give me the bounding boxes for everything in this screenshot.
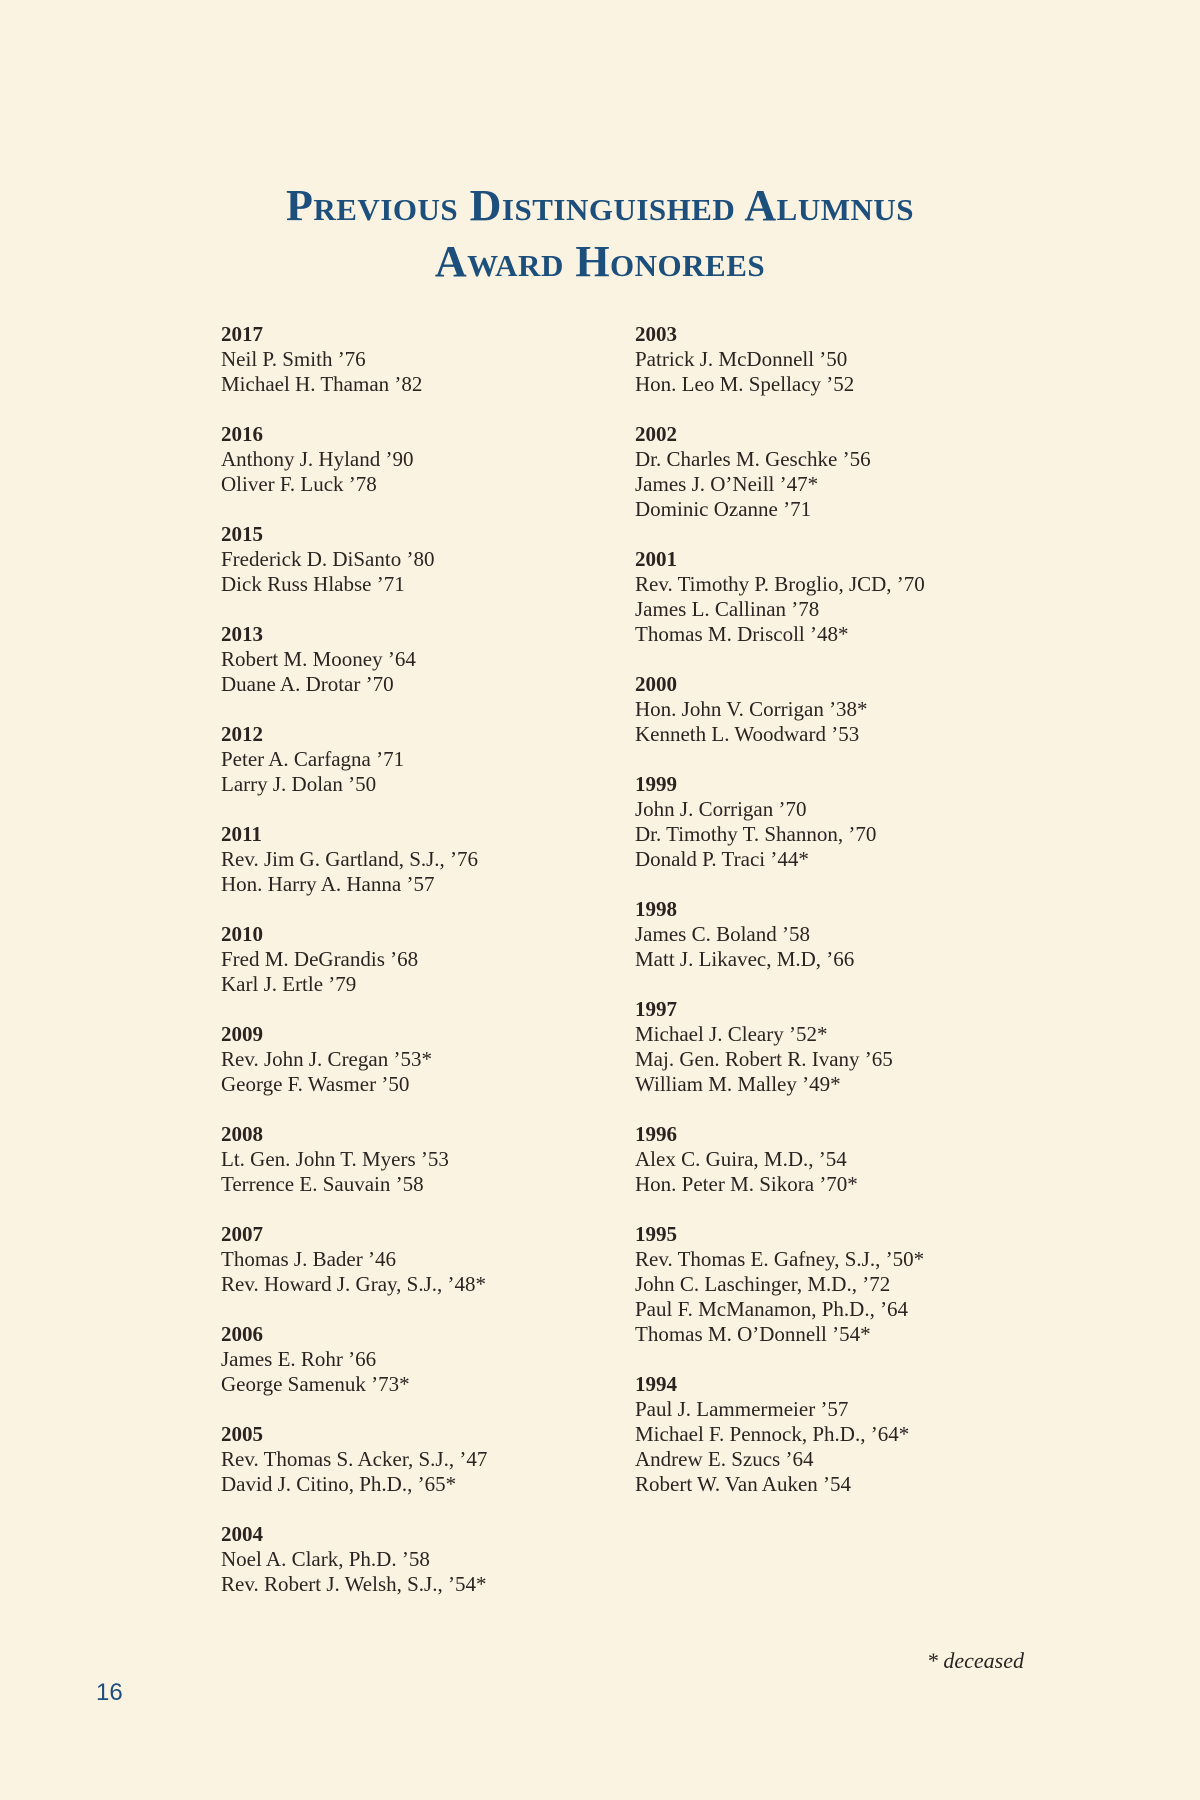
honoree-name: William M. Malley ’49* [635,1072,841,1096]
deceased-footnote: * deceased [926,1648,1024,1673]
honoree-name: Dick Russ Hlabse ’71 [221,572,405,596]
award-year: 1997 [635,997,677,1021]
honoree-name: Robert W. Van Auken ’54 [635,1472,852,1496]
honoree-name: Thomas M. O’Donnell ’54* [635,1322,871,1346]
honoree-year-group [635,997,1035,1097]
award-year: 2010 [221,922,263,946]
honoree-name: Hon. Harry A. Hanna ’57 [221,872,435,896]
honoree-year-group [221,622,621,697]
award-year: 2013 [221,622,263,646]
honoree-name: Terrence E. Sauvain ’58 [221,1172,424,1196]
award-year: 2003 [635,322,677,346]
honoree-name: Karl J. Ertle ’79 [221,972,357,996]
honoree-name: Michael J. Cleary ’52* [635,1022,828,1046]
award-year: 2004 [221,1522,263,1546]
honoree-name: John J. Corrigan ’70 [635,797,807,821]
page-number: 16 [96,1679,123,1706]
award-year: 2009 [221,1022,263,1046]
honoree-year-group [221,822,621,897]
honoree-name: Matt J. Likavec, M.D, ’66 [635,947,855,971]
honoree-year-group [221,1322,621,1397]
page-title-line-2: Award Honorees [434,237,766,286]
award-year: 1999 [635,772,677,796]
honoree-name: Donald P. Traci ’44* [635,847,809,871]
honoree-name: Duane A. Drotar ’70 [221,672,394,696]
honoree-year-group [635,672,1035,747]
honoree-name: Robert M. Mooney ’64 [221,647,416,671]
honoree-year-group [635,897,1035,972]
award-year: 2001 [635,547,677,571]
honoree-name: Dr. Timothy T. Shannon, ’70 [635,822,877,846]
honoree-name: Michael F. Pennock, Ph.D., ’64* [635,1422,910,1446]
award-year: 2002 [635,422,677,446]
honoree-year-group [221,1422,621,1497]
honorees-right-column [635,322,1035,1522]
honoree-name: Lt. Gen. John T. Myers ’53 [221,1147,449,1171]
award-year: 1994 [635,1372,677,1396]
award-year: 2005 [221,1422,263,1446]
honoree-name: Larry J. Dolan ’50 [221,772,377,796]
honoree-name: James E. Rohr ’66 [221,1347,377,1371]
honoree-year-group [635,1222,1035,1347]
honoree-year-group [221,1222,621,1297]
award-year: 2015 [221,522,263,546]
honoree-name: Rev. Jim G. Gartland, S.J., ’76 [221,847,479,871]
honoree-name: Hon. John V. Corrigan ’38* [635,697,868,721]
honoree-name: George Samenuk ’73* [221,1372,410,1396]
honoree-year-group [635,772,1035,872]
honoree-year-group [635,547,1035,647]
honoree-name: Anthony J. Hyland ’90 [221,447,414,471]
honoree-year-group [635,1122,1035,1197]
award-year: 2016 [221,422,263,446]
honoree-name: Rev. Thomas S. Acker, S.J., ’47 [221,1447,488,1471]
honoree-name: James J. O’Neill ’47* [635,472,819,496]
honoree-name: Noel A. Clark, Ph.D. ’58 [221,1547,430,1571]
honoree-year-group [221,422,621,497]
honoree-name: Dr. Charles M. Geschke ’56 [635,447,871,471]
award-year: 2017 [221,322,263,346]
award-year: 1995 [635,1222,677,1246]
honoree-name: Paul F. McManamon, Ph.D., ’64 [635,1297,909,1321]
honoree-name: Patrick J. McDonnell ’50 [635,347,848,371]
award-year: 1996 [635,1122,677,1146]
honoree-name: Oliver F. Luck ’78 [221,472,377,496]
honoree-name: Fred M. DeGrandis ’68 [221,947,419,971]
honoree-name: Michael H. Thaman ’82 [221,372,423,396]
honoree-year-group [221,922,621,997]
honoree-name: Rev. Timothy P. Broglio, JCD, ’70 [635,572,925,596]
award-year: 1998 [635,897,677,921]
honoree-name: Peter A. Carfagna ’71 [221,747,405,771]
honoree-year-group [221,1022,621,1097]
honoree-name: Thomas M. Driscoll ’48* [635,622,849,646]
honoree-name: Neil P. Smith ’76 [221,347,366,371]
honoree-name: Thomas J. Bader ’46 [221,1247,396,1271]
award-year: 2011 [221,822,262,846]
honoree-name: Andrew E. Szucs ’64 [635,1447,814,1471]
honoree-name: Alex C. Guira, M.D., ’54 [635,1147,847,1171]
honoree-name: Maj. Gen. Robert R. Ivany ’65 [635,1047,893,1071]
honorees-left-column [221,322,621,1622]
award-year: 2006 [221,1322,263,1346]
award-year: 2007 [221,1222,263,1246]
honoree-year-group [221,722,621,797]
honoree-name: Rev. John J. Cregan ’53* [221,1047,432,1071]
honoree-name: Hon. Leo M. Spellacy ’52 [635,372,855,396]
honoree-year-group [221,1122,621,1197]
honoree-name: James C. Boland ’58 [635,922,810,946]
honoree-year-group [221,1522,621,1597]
honoree-name: Rev. Howard J. Gray, S.J., ’48* [221,1272,486,1296]
honoree-name: Kenneth L. Woodward ’53 [635,722,860,746]
honoree-year-group [635,322,1035,397]
honoree-name: James L. Callinan ’78 [635,597,820,621]
honoree-year-group [635,422,1035,522]
honoree-name: John C. Laschinger, M.D., ’72 [635,1272,891,1296]
award-year: 2008 [221,1122,263,1146]
page-title-line-1: Previous Distinguished Alumnus [285,181,914,230]
honoree-name: Paul J. Lammermeier ’57 [635,1397,849,1421]
honoree-name: David J. Citino, Ph.D., ’65* [221,1472,457,1496]
page-title [0,178,1200,290]
honoree-name: Rev. Robert J. Welsh, S.J., ’54* [221,1572,487,1596]
honoree-year-group [221,322,621,397]
honoree-year-group [221,522,621,597]
honoree-year-group [635,1372,1035,1497]
award-year: 2000 [635,672,677,696]
honoree-name: Dominic Ozanne ’71 [635,497,812,521]
honoree-name: George F. Wasmer ’50 [221,1072,410,1096]
honoree-name: Frederick D. DiSanto ’80 [221,547,435,571]
honoree-name: Rev. Thomas E. Gafney, S.J., ’50* [635,1247,925,1271]
award-year: 2012 [221,722,263,746]
honoree-name: Hon. Peter M. Sikora ’70* [635,1172,858,1196]
